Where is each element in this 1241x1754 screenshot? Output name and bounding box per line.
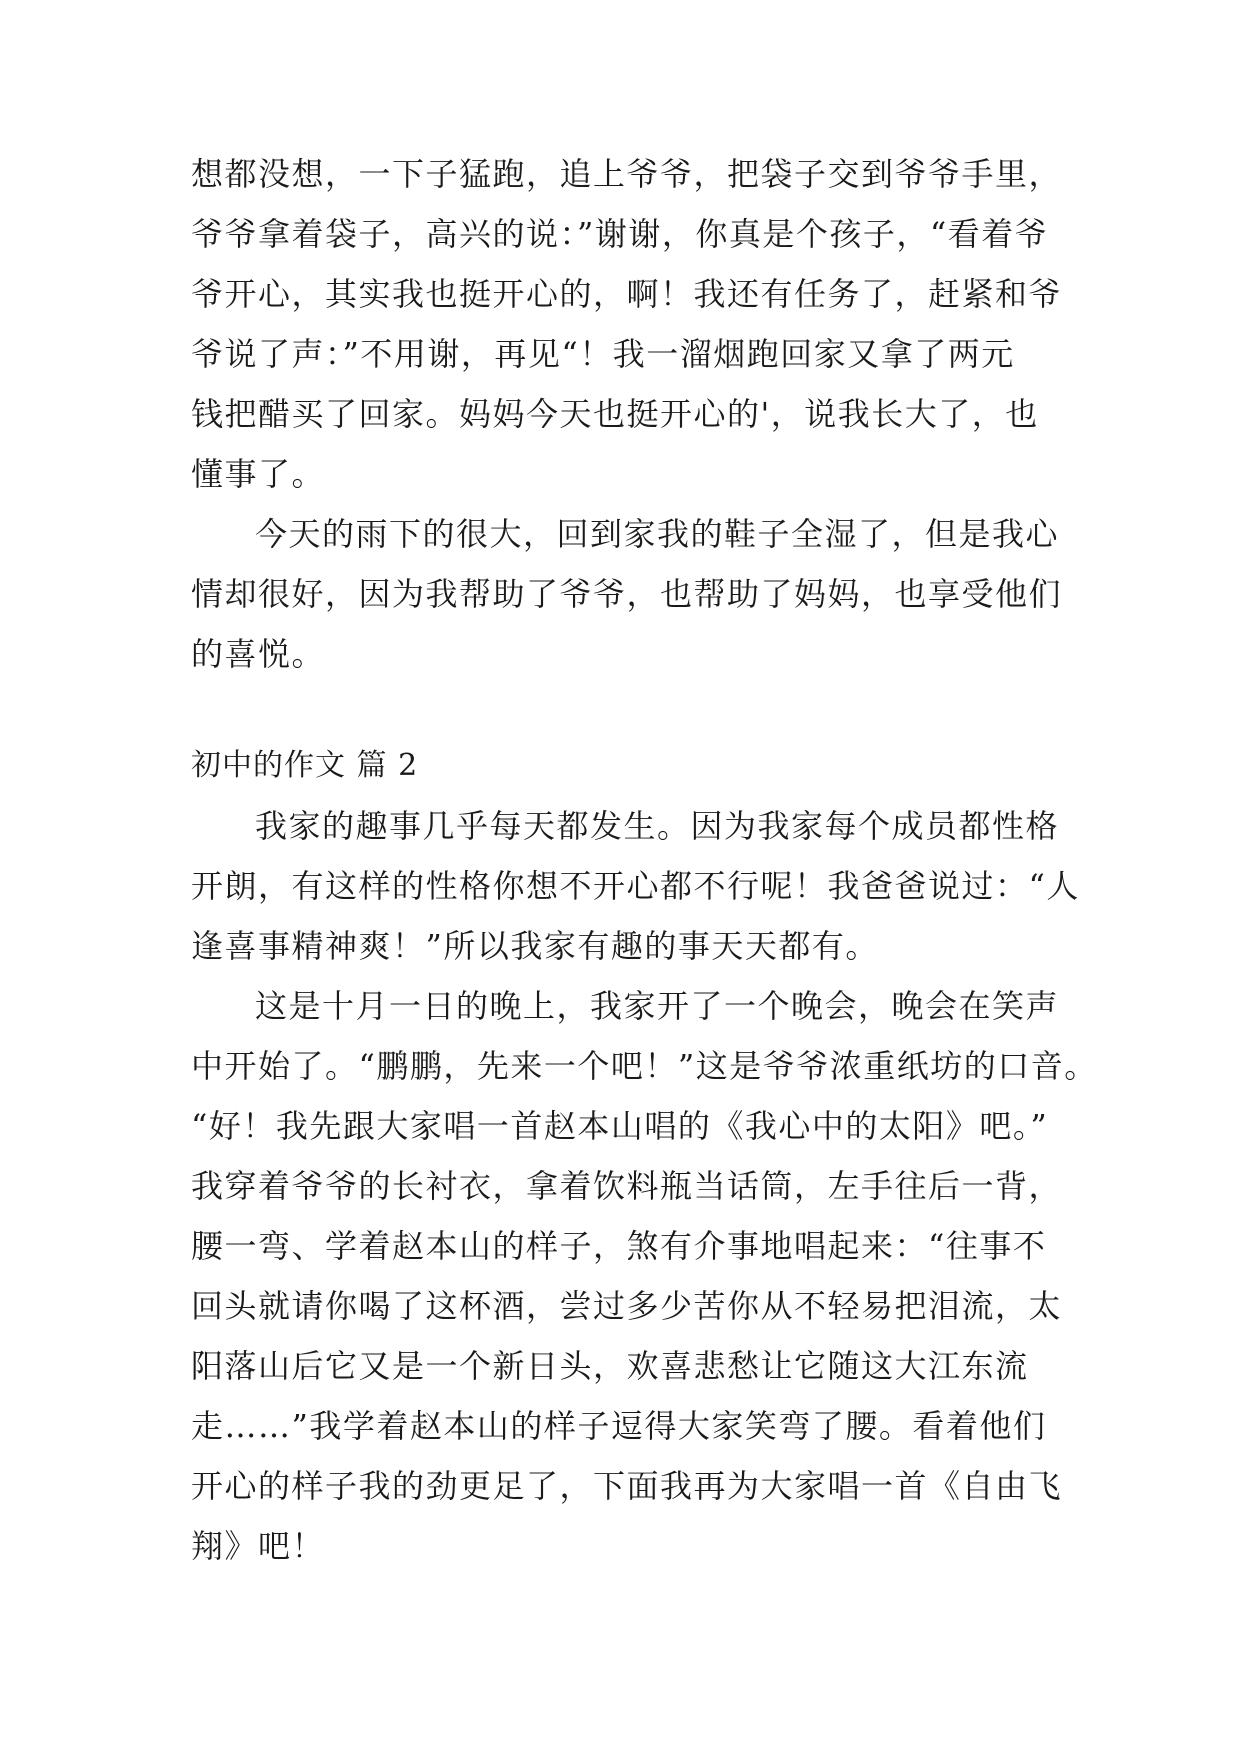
text-line: 翔》吧！	[191, 1527, 326, 1565]
text-line: 懂事了。	[191, 455, 326, 493]
text-line: 阳落山后它又是一个新日头，欢喜悲愁让它随这大江东流	[191, 1347, 1029, 1385]
text-line: 爷说了声：”不用谢，再见“！我一溜烟跑回家又拿了两元	[191, 335, 1015, 373]
text-line: 我家的趣事几乎每天都发生。因为我家每个成员都性格	[255, 807, 1060, 845]
text-line: 今天的雨下的很大，回到家我的鞋子全湿了，但是我心	[255, 515, 1060, 553]
text-line: “好！我先跟大家唱一首赵本山唱的《我心中的太阳》吧。”	[191, 1107, 1049, 1145]
text-line: 情却很好，因为我帮助了爷爷，也帮助了妈妈，也享受他们	[191, 575, 1063, 613]
text-line: 腰一弯、学着赵本山的样子，煞有介事地唱起来：“往事不	[191, 1227, 1047, 1265]
text-line: 逢喜事精神爽！”所以我家有趣的事天天都有。	[191, 927, 879, 965]
text-line: 想都没想，一下子猛跑，追上爷爷，把袋子交到爷爷手里，	[191, 155, 1063, 193]
text-line: 走……”我学着赵本山的样子逗得大家笑弯了腰。看着他们	[191, 1407, 1047, 1445]
text-line: 爷爷拿着袋子，高兴的说：”谢谢，你真是个孩子，“看着爷	[191, 215, 1049, 253]
text-line: 中开始了。“鹏鹏，先来一个吧！”这是爷爷浓重纸坊的口音。	[191, 1047, 1098, 1085]
text-line: 回头就请你喝了这杯酒，尝过多少苦你从不轻易把泪流，太	[191, 1287, 1063, 1325]
text-line: 开朗，有这样的性格你想不开心都不行呢！我爸爸说过：“人	[191, 867, 1080, 905]
text-line: 的喜悦。	[191, 635, 326, 673]
text-line: 这是十月一日的晚上，我家开了一个晚会，晚会在笑声	[255, 987, 1060, 1025]
text-line: 钱把醋买了回家。妈妈今天也挺开心的'，说我长大了，也	[191, 395, 1039, 433]
text-line: 我穿着爷爷的长衬衣，拿着饮料瓶当话筒，左手往后一背，	[191, 1167, 1063, 1205]
text-line: 开心的样子我的劲更足了，下面我再为大家唱一首《自由飞	[191, 1467, 1063, 1505]
section-heading: 初中的作文 篇 2	[191, 748, 419, 783]
text-line: 爷开心，其实我也挺开心的，啊！我还有任务了，赶紧和爷	[191, 275, 1063, 313]
